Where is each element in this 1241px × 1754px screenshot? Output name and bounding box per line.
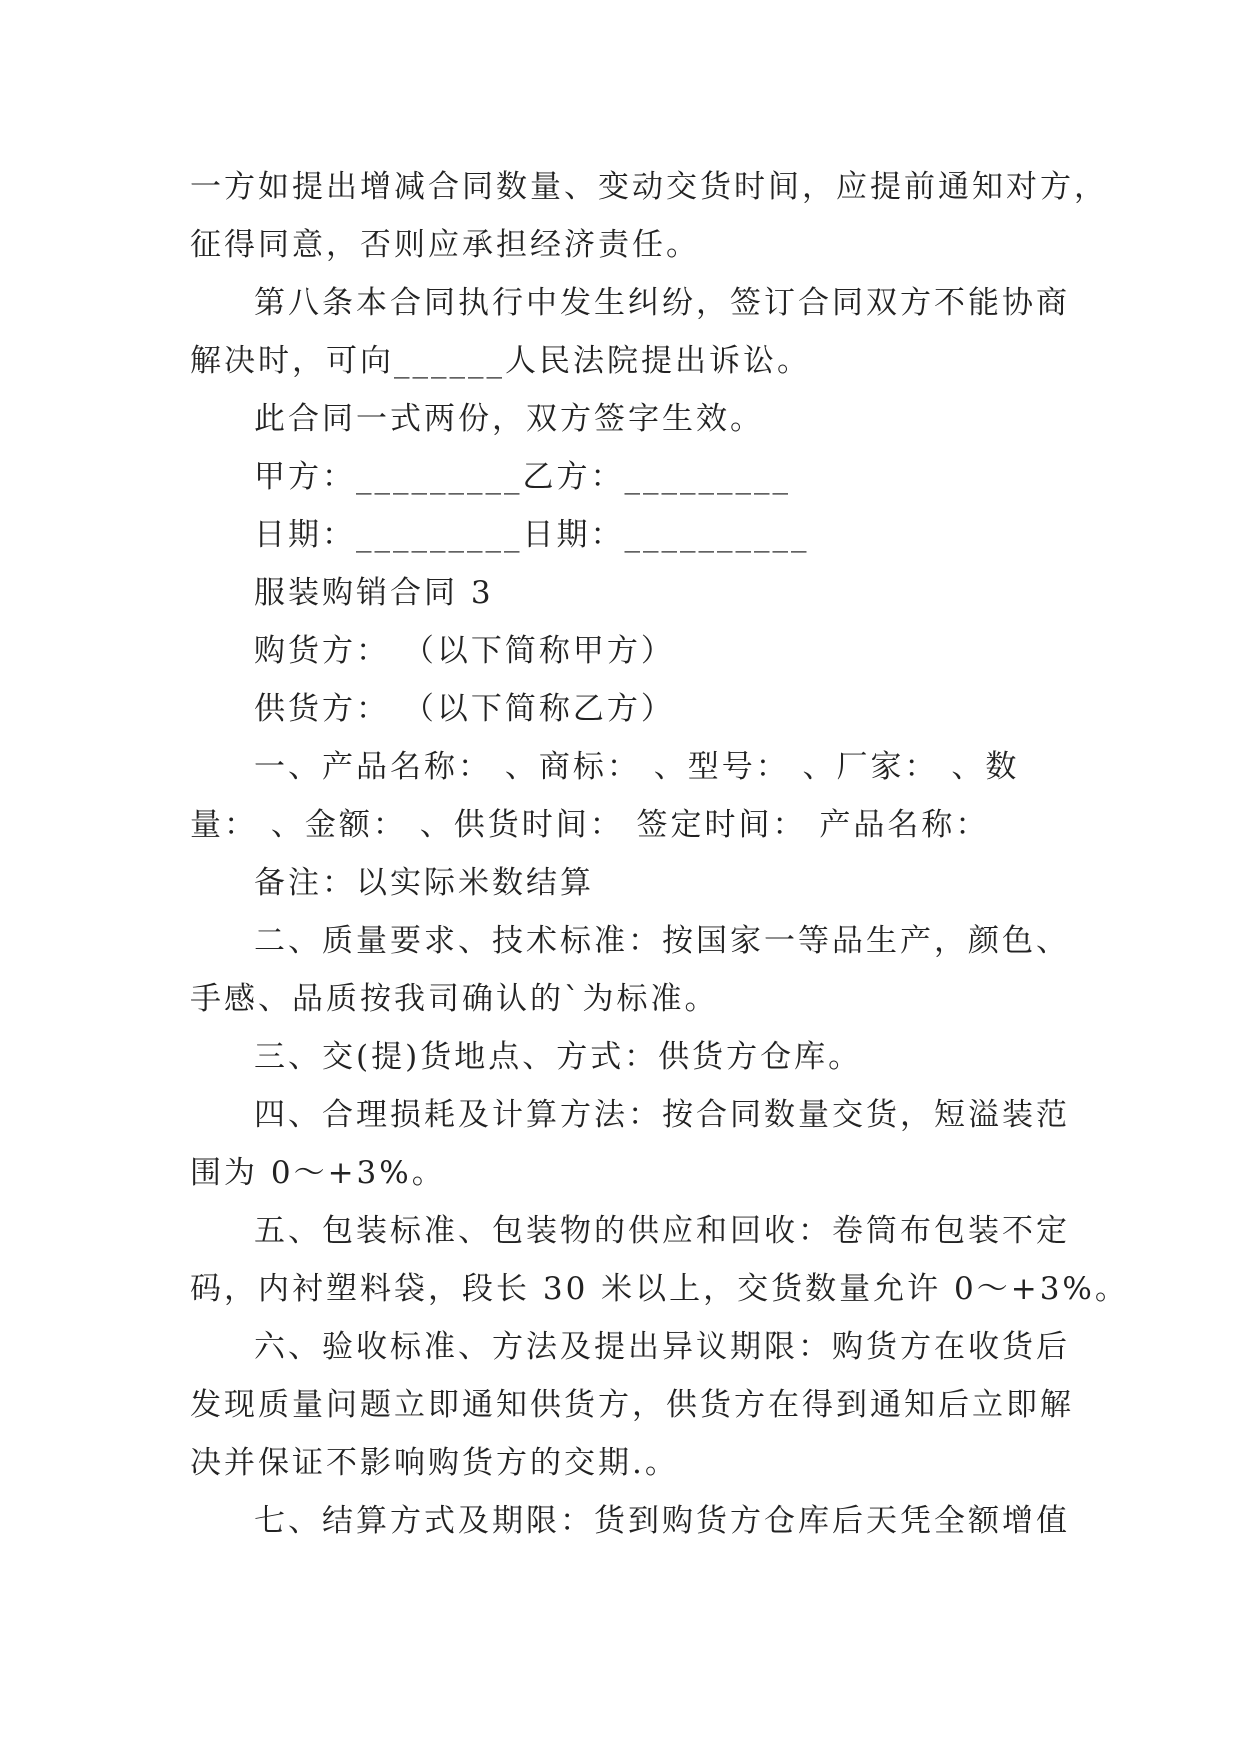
- paragraph-line: 手感、品质按我司确认的`为标准。: [190, 981, 719, 1017]
- paragraph-line: 征得同意，否则应承担经济责任。: [190, 227, 700, 263]
- paragraph-line: 围为 0～+3%。: [190, 1155, 446, 1191]
- paragraph-line: 此合同一式两份，双方签字生效。: [254, 401, 764, 437]
- document-page: [190, 158, 1129, 1550]
- article-eight-line: 第八条本合同执行中发生纠纷，签订合同双方不能协商: [254, 285, 1070, 321]
- clause-four-line: 四、合理损耗及计算方法：按合同数量交货，短溢装范: [254, 1097, 1070, 1133]
- clause-five-line: 五、包装标准、包装物的供应和回收：卷筒布包装不定: [254, 1213, 1070, 1249]
- paragraph-line: 决并保证不影响购货方的交期.。: [190, 1445, 679, 1481]
- clause-two-line: 二、质量要求、技术标准：按国家一等品生产，颜色、: [254, 923, 1070, 959]
- clause-three-line: 三、交(提)货地点、方式：供货方仓库。: [254, 1039, 863, 1075]
- supplier-line: 供货方： （以下简称乙方）: [254, 691, 675, 727]
- clause-one-line: 一、产品名称： 、商标： 、型号： 、厂家： 、数: [254, 749, 1020, 785]
- paragraph-line: 发现质量问题立即通知供货方，供货方在得到通知后立即解: [190, 1387, 1074, 1423]
- paragraph-line: 解决时，可向______人民法院提出诉讼。: [190, 343, 811, 379]
- signature-party-line: 甲方：_________乙方：_________: [254, 459, 791, 495]
- clause-six-line: 六、验收标准、方法及提出异议期限：购货方在收货后: [254, 1329, 1070, 1365]
- paragraph-line: 码，内衬塑料袋，段长 30 米以上，交货数量允许 0～+3%。: [190, 1271, 1129, 1307]
- paragraph-line: 一方如提出增减合同数量、变动交货时间，应提前通知对方，: [190, 169, 1108, 205]
- remark-line: 备注：以实际米数结算: [254, 865, 594, 901]
- clause-seven-line: 七、结算方式及期限：货到购货方仓库后天凭全额增值: [254, 1503, 1070, 1539]
- contract-title: 服装购销合同 3: [254, 575, 494, 611]
- buyer-line: 购货方： （以下简称甲方）: [254, 633, 675, 669]
- paragraph-line: 量： 、金额： 、供货时间： 签定时间： 产品名称：: [190, 807, 990, 843]
- signature-date-line: 日期：_________日期：__________: [254, 517, 810, 553]
